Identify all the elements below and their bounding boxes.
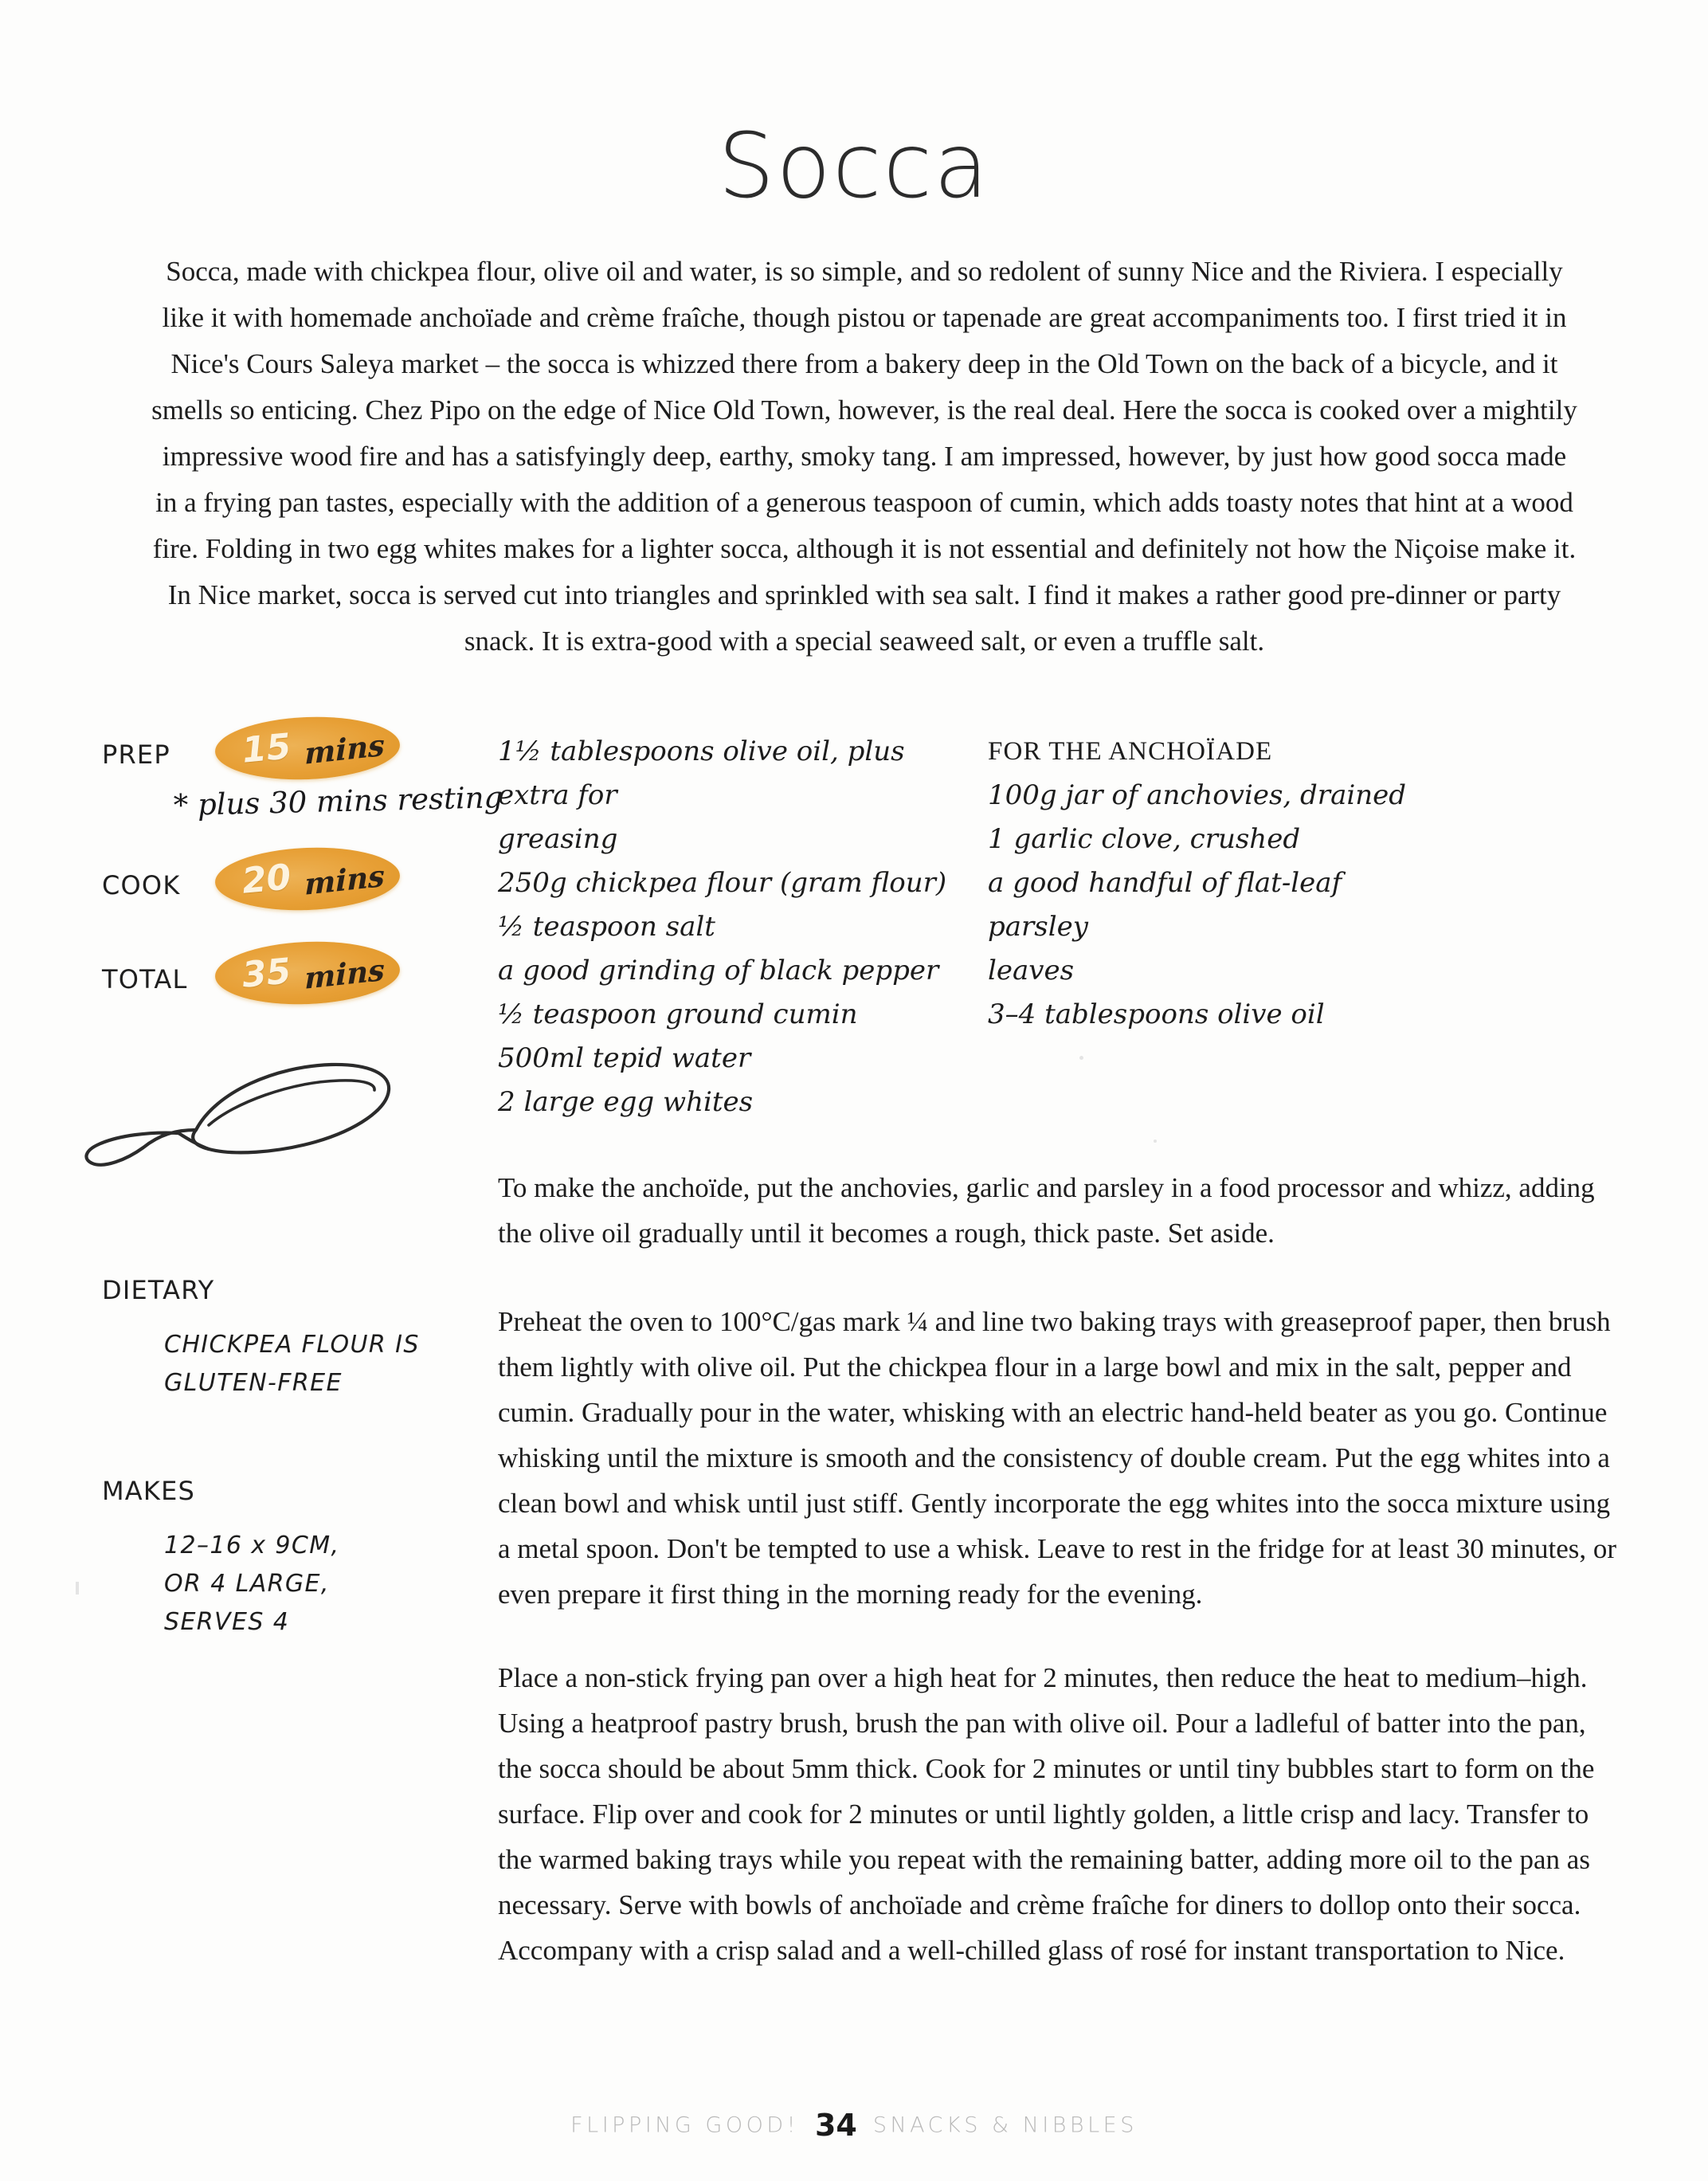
prep-time-value: 15 (240, 726, 293, 771)
frying-pan-illustration (76, 1036, 451, 1179)
dietary-body (164, 1326, 460, 1402)
method-block (498, 1165, 1617, 2011)
ingredient-item: a good handful of flat-leaf parsley (988, 867, 1342, 943)
prep-time-row (94, 717, 460, 790)
ingredient-item: 250g chickpea flour (gram flour) (498, 867, 947, 899)
total-time-unit: mins (304, 951, 385, 996)
ingredient-item: 3–4 tablespoons olive oil (988, 998, 1325, 1030)
dietary-line-2: GLUTEN-FREE (164, 1369, 343, 1397)
cook-time-value: 20 (240, 857, 293, 902)
footer-chapter-right: SNACKS & NIBBLES (872, 2112, 1138, 2138)
total-time-row (94, 942, 460, 1015)
intro-paragraph: Socca, made with chickpea flour, olive oil and water, is so simple, and so redolent of sunny Nice and the Riviera. I especially like it with homemade anchoïade and crème fraîche, though pistou or tapenade are great accompaniments too. I first tried it in Nice's Cours Saleya market – the socca is whizzed there from a bakery deep in the Old Town on the back of a bicycle, and it smells so enticing. Chez Pipo on the edge of Nice Old Town, however, is the real deal. Here the socca is cooked over a mightily impressive wood fire and has a satisfyingly deep, earthy, smoky tang. I am impressed, however, by just how good socca made in a frying pan tastes, especially with the addition of a generous teaspoon of cumin, which adds toasty notes that hint at a wood fire. Folding in two egg whites makes for a lighter socca, although it is not essential and definitely not how the Niçoise make it. In Nice market, socca is served cut into triangles and sprinkled with sea salt. I find it makes a rather good pre-dinner or party snack. It is extra-good with a special seaweed salt, or even a truffle salt. (151, 256, 1577, 657)
dietary-heading: DIETARY (102, 1275, 215, 1305)
ingredient-item: 2 large egg whites (498, 1086, 754, 1118)
makes-body (164, 1527, 460, 1642)
page-number: 34 (814, 2108, 857, 2143)
footer-chapter-left: FLIPPING GOOD! (570, 2112, 799, 2138)
cook-label: COOK (102, 870, 181, 900)
prep-time-badge (214, 714, 402, 783)
makes-line-2: OR 4 LARGE, (164, 1570, 330, 1598)
prep-label: PREP (102, 739, 170, 770)
anchoiade-heading: FOR THE ANCHOÏADE (988, 737, 1273, 766)
dietary-section (94, 1275, 460, 1402)
prep-time-unit: mins (304, 727, 385, 771)
ingredients-block (498, 730, 1617, 1124)
cook-time-row (94, 848, 460, 921)
scan-speckle (1154, 1140, 1157, 1143)
cook-time-unit: mins (304, 857, 385, 902)
recipe-meta-sidebar (94, 717, 503, 1642)
ingredients-anchoiade-column (988, 730, 1434, 1124)
total-time-value: 35 (240, 951, 293, 996)
ingredient-item: 1 garlic clove, crushed (988, 823, 1301, 855)
ingredient-item: a good grinding of black pepper (498, 955, 939, 987)
method-paragraph: Place a non-stick frying pan over a high heat for 2 minutes, then reduce the heat to medium–high. Using a heatproof pastry brush, brush the pan with olive oil. Pour a ladleful of batter into the pan, the socca should be about 5mm thick. Cook for 2 minutes or until tiny bubbles start to form on the surface. Flip over and cook for 2 minutes or until lightly golden, a little crisp and lacy. Transfer to the warmed baking trays while you repeat with the remaining batter, adding more oil to the pan as necessary. Serve with bowls of anchoïade and crème fraîche for diners to dollop onto their socca. Accompany with a crisp salad and a well-chilled glass of rosé for instant transportation to Nice. (498, 1662, 1595, 1966)
ingredient-item: 100g jar of anchovies, drained (988, 779, 1406, 811)
makes-line-1: 12–16 x 9CM, (164, 1532, 340, 1559)
dietary-line-1: CHICKPEA FLOUR IS (164, 1331, 420, 1359)
total-label: TOTAL (102, 964, 188, 994)
makes-section (94, 1476, 460, 1642)
frying-pan-icon (76, 1036, 451, 1179)
scan-speckle (76, 1582, 79, 1595)
cook-time-badge (214, 845, 402, 914)
ingredient-item: 500ml tepid water (498, 1042, 751, 1074)
prep-resting-note: * plus 30 mins resting (173, 780, 503, 823)
makes-heading: MAKES (102, 1476, 196, 1506)
method-paragraph: To make the anchoïde, put the anchovies, garlic and parsley in a food processor and whizz, adding the olive oil gradually until it becomes a rough, thick paste. Set aside. (498, 1172, 1595, 1249)
ingredients-main-column (498, 730, 964, 1124)
total-time-badge (214, 939, 402, 1008)
page-title: Socca (718, 115, 990, 219)
ingredient-item: ½ teaspoon salt (498, 911, 715, 943)
ingredient-item: 1½ tablespoons olive oil, plus extra for (498, 735, 905, 811)
method-paragraph: Preheat the oven to 100°C/gas mark ¼ and line two baking trays with greaseproof paper, then brush them lightly with olive oil. Put the chickpea flour in a large bowl and mix in the salt, pepper and cumin. Gradually pour in the water, whisking with an electric hand-held beater as you go. Continue whisking until the mixture is smooth and the consistency of double cream. Put the egg whites into a clean bowl and whisk until just stiff. Gently incorporate the egg whites into the socca mixture using a metal spoon. Don't be tempted to use a whisk. Leave to rest in the fridge for at least 30 minutes, or even prepare it first thing in the morning ready for the evening. (498, 1306, 1616, 1610)
ingredient-item: leaves (988, 955, 1075, 987)
page-footer (0, 2108, 1708, 2143)
makes-line-3: SERVES 4 (164, 1608, 290, 1636)
ingredient-item: ½ teaspoon ground cumin (498, 998, 858, 1030)
ingredient-item: greasing (498, 823, 618, 855)
